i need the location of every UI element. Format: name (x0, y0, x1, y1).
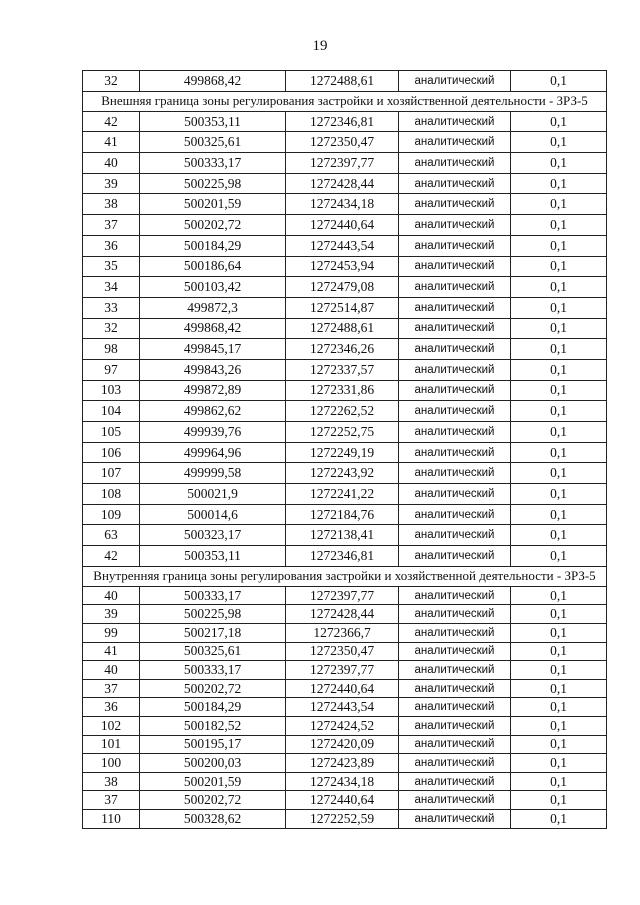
accuracy-cell: 0,1 (511, 624, 607, 643)
x-coordinate-cell: 500333,17 (140, 661, 286, 680)
accuracy-cell: 0,1 (511, 215, 607, 236)
section-header-row (83, 566, 607, 586)
table-row (83, 698, 607, 717)
y-coordinate-cell: 1272252,75 (286, 422, 399, 443)
y-coordinate-cell: 1272262,52 (286, 401, 399, 422)
y-coordinate-cell: 1272366,7 (286, 624, 399, 643)
y-coordinate-cell: 1272346,81 (286, 111, 399, 132)
x-coordinate-cell: 500325,61 (140, 132, 286, 153)
point-number-cell: 34 (83, 277, 140, 298)
method-cell: аналитический (399, 194, 511, 215)
accuracy-cell: 0,1 (511, 235, 607, 256)
x-coordinate-cell: 500182,52 (140, 716, 286, 735)
x-coordinate-cell: 500201,59 (140, 194, 286, 215)
point-number-cell: 36 (83, 698, 140, 717)
table-row (83, 586, 607, 605)
point-number-cell: 97 (83, 359, 140, 380)
accuracy-cell: 0,1 (511, 661, 607, 680)
y-coordinate-cell: 1272424,52 (286, 716, 399, 735)
table-row (83, 661, 607, 680)
y-coordinate-cell: 1272420,09 (286, 735, 399, 754)
method-cell: аналитический (399, 546, 511, 567)
x-coordinate-cell: 500333,17 (140, 153, 286, 174)
y-coordinate-cell: 1272428,44 (286, 173, 399, 194)
accuracy-cell: 0,1 (511, 735, 607, 754)
x-coordinate-cell: 500201,59 (140, 772, 286, 791)
accuracy-cell: 0,1 (511, 504, 607, 525)
x-coordinate-cell: 500202,72 (140, 679, 286, 698)
method-cell: аналитический (399, 153, 511, 174)
y-coordinate-cell: 1272428,44 (286, 605, 399, 624)
x-coordinate-cell: 500014,6 (140, 504, 286, 525)
x-coordinate-cell: 500333,17 (140, 586, 286, 605)
method-cell: аналитический (399, 586, 511, 605)
table-row (83, 809, 607, 828)
method-cell: аналитический (399, 624, 511, 643)
y-coordinate-cell: 1272443,54 (286, 698, 399, 717)
y-coordinate-cell: 1272434,18 (286, 772, 399, 791)
y-coordinate-cell: 1272241,22 (286, 484, 399, 505)
point-number-cell: 33 (83, 297, 140, 318)
y-coordinate-cell: 1272397,77 (286, 153, 399, 174)
accuracy-cell: 0,1 (511, 605, 607, 624)
x-coordinate-cell: 499868,42 (140, 71, 286, 92)
table-row (83, 791, 607, 810)
method-cell: аналитический (399, 735, 511, 754)
y-coordinate-cell: 1272350,47 (286, 132, 399, 153)
method-cell: аналитический (399, 484, 511, 505)
table-row (83, 504, 607, 525)
method-cell: аналитический (399, 401, 511, 422)
point-number-cell: 42 (83, 111, 140, 132)
point-number-cell: 42 (83, 546, 140, 567)
method-cell: аналитический (399, 716, 511, 735)
table-row (83, 422, 607, 443)
y-coordinate-cell: 1272252,59 (286, 809, 399, 828)
table-row (83, 318, 607, 339)
accuracy-cell: 0,1 (511, 791, 607, 810)
point-number-cell: 110 (83, 809, 140, 828)
method-cell: аналитический (399, 132, 511, 153)
method-cell: аналитический (399, 791, 511, 810)
accuracy-cell: 0,1 (511, 698, 607, 717)
point-number-cell: 41 (83, 642, 140, 661)
accuracy-cell: 0,1 (511, 484, 607, 505)
x-coordinate-cell: 500184,29 (140, 235, 286, 256)
accuracy-cell: 0,1 (511, 401, 607, 422)
method-cell: аналитический (399, 256, 511, 277)
point-number-cell: 101 (83, 735, 140, 754)
point-number-cell: 107 (83, 463, 140, 484)
table-row (83, 463, 607, 484)
x-coordinate-cell: 499939,76 (140, 422, 286, 443)
method-cell: аналитический (399, 380, 511, 401)
accuracy-cell: 0,1 (511, 679, 607, 698)
x-coordinate-cell: 499999,58 (140, 463, 286, 484)
table-row (83, 716, 607, 735)
table-row (83, 679, 607, 698)
accuracy-cell: 0,1 (511, 153, 607, 174)
point-number-cell: 38 (83, 194, 140, 215)
method-cell: аналитический (399, 463, 511, 484)
accuracy-cell: 0,1 (511, 277, 607, 298)
method-cell: аналитический (399, 111, 511, 132)
method-cell: аналитический (399, 504, 511, 525)
point-number-cell: 100 (83, 754, 140, 773)
accuracy-cell: 0,1 (511, 132, 607, 153)
table-row (83, 194, 607, 215)
point-number-cell: 40 (83, 661, 140, 680)
accuracy-cell: 0,1 (511, 111, 607, 132)
method-cell: аналитический (399, 422, 511, 443)
accuracy-cell: 0,1 (511, 586, 607, 605)
accuracy-cell: 0,1 (511, 318, 607, 339)
table-row (83, 525, 607, 546)
x-coordinate-cell: 499868,42 (140, 318, 286, 339)
accuracy-cell: 0,1 (511, 380, 607, 401)
method-cell: аналитический (399, 297, 511, 318)
y-coordinate-cell: 1272350,47 (286, 642, 399, 661)
y-coordinate-cell: 1272440,64 (286, 679, 399, 698)
point-number-cell: 32 (83, 71, 140, 92)
method-cell: аналитический (399, 661, 511, 680)
method-cell: аналитический (399, 173, 511, 194)
x-coordinate-cell: 500195,17 (140, 735, 286, 754)
table-row (83, 111, 607, 132)
coordinates-table-body (83, 71, 607, 829)
method-cell: аналитический (399, 277, 511, 298)
accuracy-cell: 0,1 (511, 173, 607, 194)
point-number-cell: 109 (83, 504, 140, 525)
accuracy-cell: 0,1 (511, 71, 607, 92)
accuracy-cell: 0,1 (511, 754, 607, 773)
x-coordinate-cell: 500328,62 (140, 809, 286, 828)
x-coordinate-cell: 500217,18 (140, 624, 286, 643)
y-coordinate-cell: 1272249,19 (286, 442, 399, 463)
x-coordinate-cell: 500225,98 (140, 173, 286, 194)
table-row (83, 754, 607, 773)
accuracy-cell: 0,1 (511, 194, 607, 215)
accuracy-cell: 0,1 (511, 525, 607, 546)
x-coordinate-cell: 500202,72 (140, 791, 286, 810)
point-number-cell: 37 (83, 791, 140, 810)
y-coordinate-cell: 1272423,89 (286, 754, 399, 773)
point-number-cell: 38 (83, 772, 140, 791)
point-number-cell: 105 (83, 422, 140, 443)
accuracy-cell: 0,1 (511, 463, 607, 484)
method-cell: аналитический (399, 525, 511, 546)
table-row (83, 173, 607, 194)
x-coordinate-cell: 499843,26 (140, 359, 286, 380)
x-coordinate-cell: 500325,61 (140, 642, 286, 661)
point-number-cell: 36 (83, 235, 140, 256)
point-number-cell: 106 (83, 442, 140, 463)
y-coordinate-cell: 1272514,87 (286, 297, 399, 318)
y-coordinate-cell: 1272440,64 (286, 215, 399, 236)
x-coordinate-cell: 499862,62 (140, 401, 286, 422)
x-coordinate-cell: 500353,11 (140, 111, 286, 132)
x-coordinate-cell: 499964,96 (140, 442, 286, 463)
point-number-cell: 102 (83, 716, 140, 735)
y-coordinate-cell: 1272138,41 (286, 525, 399, 546)
table-row (83, 772, 607, 791)
accuracy-cell: 0,1 (511, 339, 607, 360)
point-number-cell: 108 (83, 484, 140, 505)
y-coordinate-cell: 1272397,77 (286, 586, 399, 605)
method-cell: аналитический (399, 442, 511, 463)
accuracy-cell: 0,1 (511, 642, 607, 661)
method-cell: аналитический (399, 235, 511, 256)
x-coordinate-cell: 500103,42 (140, 277, 286, 298)
y-coordinate-cell: 1272488,61 (286, 318, 399, 339)
point-number-cell: 37 (83, 679, 140, 698)
y-coordinate-cell: 1272397,77 (286, 661, 399, 680)
method-cell: аналитический (399, 679, 511, 698)
y-coordinate-cell: 1272184,76 (286, 504, 399, 525)
table-row (83, 642, 607, 661)
point-number-cell: 40 (83, 153, 140, 174)
x-coordinate-cell: 499872,89 (140, 380, 286, 401)
point-number-cell: 37 (83, 215, 140, 236)
point-number-cell: 35 (83, 256, 140, 277)
x-coordinate-cell: 500353,11 (140, 546, 286, 567)
y-coordinate-cell: 1272337,57 (286, 359, 399, 380)
table-row (83, 401, 607, 422)
x-coordinate-cell: 500323,17 (140, 525, 286, 546)
method-cell: аналитический (399, 754, 511, 773)
table-row (83, 132, 607, 153)
section-title: Внутренняя граница зоны регулирования застройки и хозяйственной деятельности - ЗРЗ-5 (83, 566, 607, 586)
x-coordinate-cell: 499845,17 (140, 339, 286, 360)
method-cell: аналитический (399, 71, 511, 92)
table-row (83, 153, 607, 174)
coordinates-table (82, 70, 607, 829)
point-number-cell: 104 (83, 401, 140, 422)
accuracy-cell: 0,1 (511, 442, 607, 463)
table-row (83, 71, 607, 92)
point-number-cell: 39 (83, 605, 140, 624)
point-number-cell: 32 (83, 318, 140, 339)
table-row (83, 380, 607, 401)
y-coordinate-cell: 1272479,08 (286, 277, 399, 298)
table-row (83, 624, 607, 643)
method-cell: аналитический (399, 642, 511, 661)
table-row (83, 735, 607, 754)
table-row (83, 256, 607, 277)
point-number-cell: 103 (83, 380, 140, 401)
accuracy-cell: 0,1 (511, 359, 607, 380)
accuracy-cell: 0,1 (511, 772, 607, 791)
method-cell: аналитический (399, 215, 511, 236)
y-coordinate-cell: 1272346,26 (286, 339, 399, 360)
table-row (83, 297, 607, 318)
table-row (83, 339, 607, 360)
page-number: 19 (312, 38, 328, 54)
section-header-row (83, 91, 607, 111)
x-coordinate-cell: 500021,9 (140, 484, 286, 505)
table-row (83, 546, 607, 567)
table-row (83, 215, 607, 236)
table-row (83, 359, 607, 380)
x-coordinate-cell: 500200,03 (140, 754, 286, 773)
accuracy-cell: 0,1 (511, 809, 607, 828)
point-number-cell: 41 (83, 132, 140, 153)
y-coordinate-cell: 1272443,54 (286, 235, 399, 256)
table-row (83, 442, 607, 463)
point-number-cell: 99 (83, 624, 140, 643)
table-row (83, 605, 607, 624)
x-coordinate-cell: 499872,3 (140, 297, 286, 318)
y-coordinate-cell: 1272434,18 (286, 194, 399, 215)
x-coordinate-cell: 500225,98 (140, 605, 286, 624)
method-cell: аналитический (399, 605, 511, 624)
accuracy-cell: 0,1 (511, 422, 607, 443)
y-coordinate-cell: 1272331,86 (286, 380, 399, 401)
x-coordinate-cell: 500202,72 (140, 215, 286, 236)
table-row (83, 484, 607, 505)
method-cell: аналитический (399, 809, 511, 828)
y-coordinate-cell: 1272346,81 (286, 546, 399, 567)
point-number-cell: 98 (83, 339, 140, 360)
y-coordinate-cell: 1272488,61 (286, 71, 399, 92)
point-number-cell: 39 (83, 173, 140, 194)
x-coordinate-cell: 500184,29 (140, 698, 286, 717)
x-coordinate-cell: 500186,64 (140, 256, 286, 277)
section-title: Внешняя граница зоны регулирования застройки и хозяйственной деятельности - ЗРЗ-5 (83, 91, 607, 111)
y-coordinate-cell: 1272243,92 (286, 463, 399, 484)
y-coordinate-cell: 1272440,64 (286, 791, 399, 810)
accuracy-cell: 0,1 (511, 716, 607, 735)
accuracy-cell: 0,1 (511, 546, 607, 567)
table-row (83, 235, 607, 256)
y-coordinate-cell: 1272453,94 (286, 256, 399, 277)
method-cell: аналитический (399, 698, 511, 717)
point-number-cell: 63 (83, 525, 140, 546)
point-number-cell: 40 (83, 586, 140, 605)
table-row (83, 277, 607, 298)
method-cell: аналитический (399, 772, 511, 791)
accuracy-cell: 0,1 (511, 256, 607, 277)
method-cell: аналитический (399, 318, 511, 339)
method-cell: аналитический (399, 359, 511, 380)
method-cell: аналитический (399, 339, 511, 360)
accuracy-cell: 0,1 (511, 297, 607, 318)
